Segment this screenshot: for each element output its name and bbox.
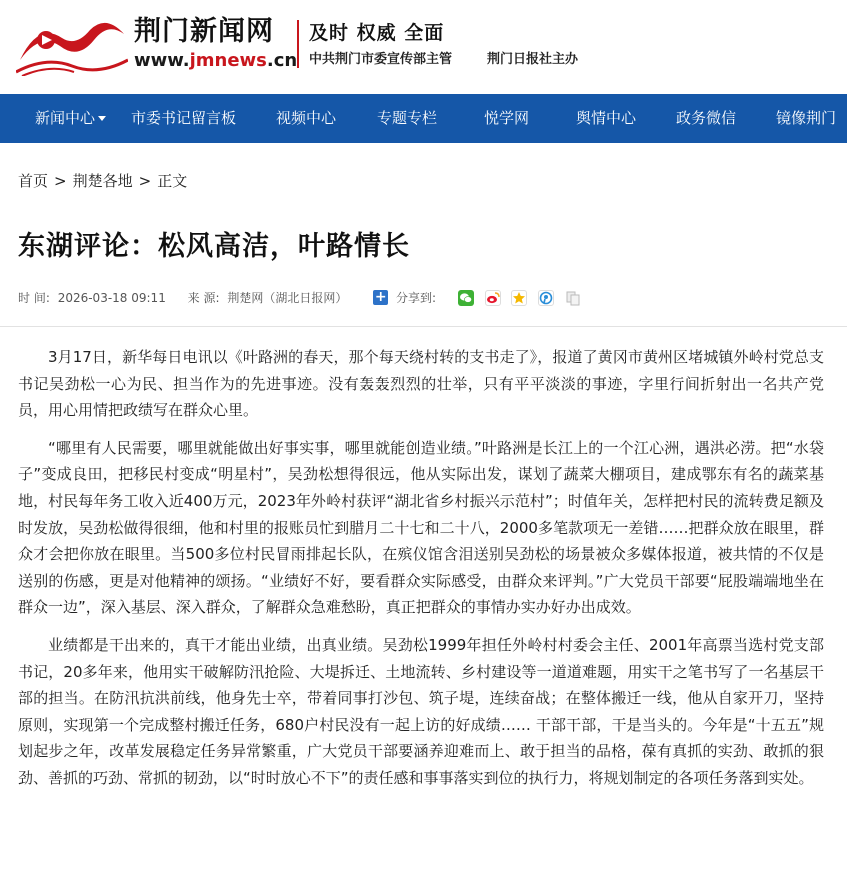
article-body	[18, 344, 824, 803]
site-url-accent: jmnews	[189, 50, 267, 71]
slogan: 及时 权威 全面	[309, 22, 445, 44]
nav-item-mirror-jingmen[interactable]: 镜像荆门	[776, 109, 837, 127]
share-label: 分享到:	[396, 290, 437, 305]
nav-item-video-center[interactable]: 视频中心	[276, 109, 337, 127]
time-value: 2026-03-18 09:11	[57, 290, 166, 305]
nav-item-news-center[interactable]	[35, 94, 106, 143]
site-url-prefix: www.	[134, 50, 190, 71]
breadcrumb-section[interactable]: 荆楚各地	[72, 172, 133, 190]
site-url-suffix: .cn	[266, 50, 298, 71]
source-label: 来 源:	[187, 290, 220, 305]
nav-item-yuexue[interactable]: 悦学网	[484, 109, 530, 127]
breadcrumb-separator: >	[54, 172, 67, 190]
site-header	[0, 0, 847, 94]
publisher-text: 荆门日报社主办	[487, 52, 579, 67]
caret-down-icon	[98, 116, 106, 121]
nav-item-gov-wechat[interactable]: 政务微信	[676, 109, 737, 127]
qzone-icon[interactable]	[511, 290, 527, 306]
article-title: 东湖评论：松风高洁，叶路情长	[18, 231, 410, 262]
weibo-icon[interactable]	[485, 290, 501, 306]
nav-item-public-opinion[interactable]: 舆情中心	[576, 109, 637, 127]
header-divider	[297, 20, 299, 68]
nav-item-special-topics[interactable]: 专题专栏	[377, 109, 438, 127]
breadcrumb-current: 正文	[157, 172, 188, 190]
site-name: 荆门新闻网	[134, 16, 274, 47]
article-paragraph: “哪里有人民需要，哪里就能做出好事实事，哪里就能创造业绩。”叶路洲是长江上的一个江心洲，遇洪必涝。把“水袋子”变成良田，把移民村变成“明星村”，吴劲松想得很远，他从实际出发，谋划了蔬菜大棚项目，建成鄂东有名的蔬菜基地，村民每年务工收入近400万元，2023年外岭村获评“湖北省乡村振兴示范村”；时值年关，怎样把村民的流转费足额及时发放，吴劲松做得很细，他和村里的报账员忙到腊月二十七和二十八，2000多笔款项无一差错……把群众放在眼里，群众才会把你放在眼里。当500多位村民冒雨排起长队，在殡仪馆含泪送别吴劲松的场景被众多媒体报道，被共情的不仅是送别的伤感，更是对他精神的颂扬。“业绩好不好，要看群众实际感受，由群众来评判。”广大党员干部要“屁股端端地坐在群众一边”，深入基层、深入群众，了解群众急难愁盼，真正把群众的事情办实办好办出成效。	[18, 438, 824, 617]
time-label: 时 间:	[18, 290, 50, 305]
article-paragraph: 3月17日，新华每日电讯以《叶路洲的春天，那个每天绕村转的支书走了》，报道了黄冈市黄州区堵城镇外岭村党总支书记吴劲松一心为民、担当作为的先进事迹。没有轰轰烈烈的壮举，只有平平淡淡的事迹，字里行间折射出一名共产党员，用心用情把政绩写在群众心里。	[18, 348, 824, 420]
wechat-icon[interactable]	[458, 290, 474, 306]
breadcrumb	[18, 171, 187, 191]
tencent-weibo-icon[interactable]	[538, 290, 554, 306]
article-meta	[18, 288, 588, 306]
site-url	[134, 50, 297, 72]
nav-item-secretary-board[interactable]: 市委书记留言板	[131, 109, 237, 127]
breadcrumb-separator: >	[138, 172, 152, 190]
share-plus-icon[interactable]: +	[374, 289, 387, 305]
article-paragraph: 业绩都是干出来的，真干才能出业绩，出真业绩。吴劲松1999年担任外岭村村委会主任、2001年高票当选村党支部书记，20多年来，他用实干破解防汛抢险、大堤拆迁、土地流转、乡村建设等一道道难题，用实干之笔书写了一名基层干部的担当。在防汛抗洪前线，他身先士卒，带着同事打沙包、筑子堤，连续奋战；在整体搬迁一线，他从自家开刀，坚持原则，实现第一个完成整村搬迁任务，680户村民没有一起上访的好成绩…… 干部干部，干是当头的。今年是“十五五”规划起步之年，改革发展稳定任务异常繁重，广大党员干部要涵养迎难而上、敢于担当的品格，葆有真抓的实劲、敢抓的狠劲、善抓的巧劲、常抓的韧劲，以“时时放心不下”的责任感和事事落实到位的执行力，将规划制定的各项任务落到实处。	[18, 635, 824, 787]
nav-item-label: 新闻中心	[35, 109, 96, 127]
breadcrumb-home[interactable]: 首页	[18, 172, 49, 190]
sponsor-text: 中共荆门市委宣传部主管	[309, 52, 453, 67]
main-nav	[0, 94, 847, 143]
source-value: 荆楚网（湖北日报网）	[227, 290, 348, 305]
jmnews-logo-icon[interactable]	[16, 16, 128, 76]
copy-link-icon[interactable]	[565, 290, 581, 306]
meta-divider	[0, 326, 847, 327]
